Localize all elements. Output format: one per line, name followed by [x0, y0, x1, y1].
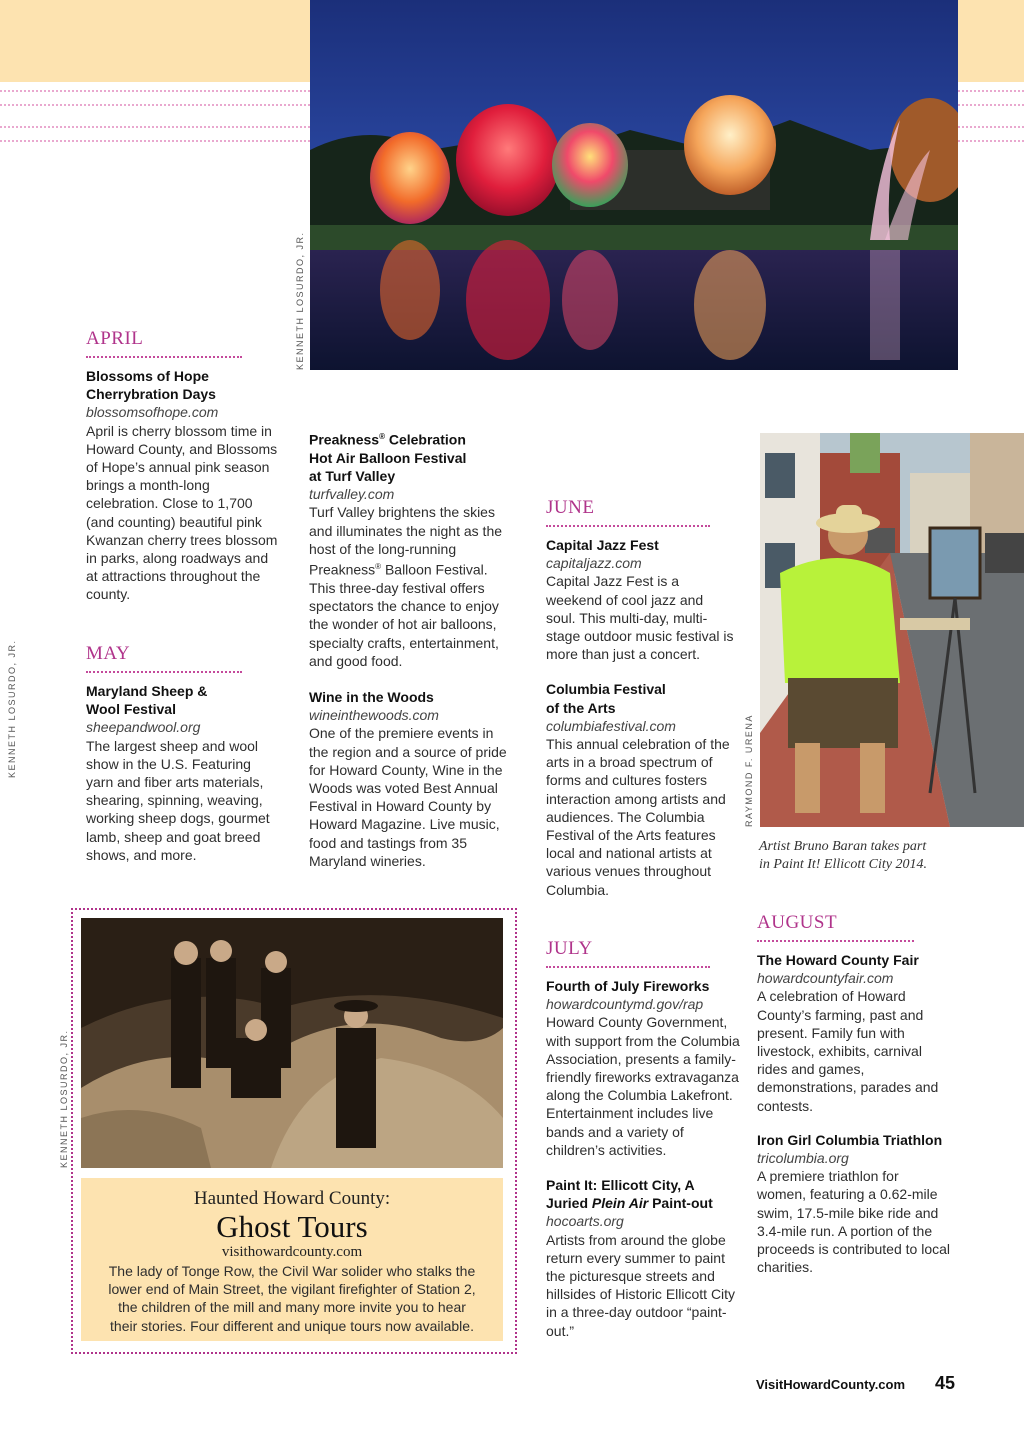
- month-heading-may: MAY: [86, 643, 242, 673]
- event-description: A celebration of Howard County’s farming, past and present. Family fun with livestock, exhibits, carnival rides and games, demonstrations, parades and contests.: [757, 988, 939, 1114]
- dotted-rule: [0, 126, 310, 128]
- event-description: A premiere triathlon for women, featuring a 0.62-mile swim, 17.5-mile bike ride and 3.4-mile run. A portion of the proceeds is contributed to local charities.: [757, 1168, 950, 1276]
- dotted-rule: [0, 140, 310, 142]
- event-url[interactable]: wineinthewoods.com: [309, 707, 439, 724]
- event-title: Paint It: Ellicott City, A Juried Plein Air Paint-out: [546, 1177, 713, 1212]
- artist-painting-photo: [760, 433, 1024, 827]
- ghost-tours-description: The lady of Tonge Row, the Civil War solider who stalks the lower end of Main Street, the vigilant firefighter of Station 2, the children of the mill and many more invite you to hear their stories. Four different and unique tours now available.: [108, 1263, 476, 1334]
- event-url[interactable]: hocoarts.org: [546, 1213, 624, 1230]
- header-band-right: [958, 0, 1024, 82]
- dotted-rule: [958, 90, 1024, 92]
- ghost-tours-info: [81, 1178, 503, 1341]
- event-fourth-of-july-fireworks: [546, 977, 746, 1159]
- event-url[interactable]: tricolumbia.org: [757, 1150, 849, 1167]
- event-description: One of the premiere events in the region and a source of pride for Howard County, Wine in the Woods was voted Best Annual Festival in Howard County by Howard Magazine. Live music, food and tastings from 35 Maryland wineries.: [309, 725, 507, 869]
- event-title: Blossoms of Hope Cherrybration Days: [86, 368, 216, 403]
- event-columbia-festival-arts: [546, 680, 736, 898]
- august-column: [757, 951, 951, 1276]
- event-title: Fourth of July Fireworks: [546, 978, 710, 994]
- event-title: Preakness® Celebration Hot Air Balloon Festival at Turf Valley: [309, 431, 467, 485]
- event-title: Wine in the Woods: [309, 688, 434, 705]
- balloon-festival-photo: [310, 0, 958, 370]
- event-url[interactable]: blossomsofhope.com: [86, 404, 219, 421]
- photo-caption: Artist Bruno Baran takes part in Paint It! Ellicott City 2014.: [759, 839, 927, 872]
- june-column: [546, 536, 736, 899]
- event-blossoms-of-hope: [86, 367, 282, 604]
- ghost-tours-title: Ghost Tours: [216, 1209, 368, 1244]
- photo-credit: KENNETH LOSURDO, JR.: [295, 231, 305, 370]
- dotted-rule: [958, 126, 1024, 128]
- event-sheep-wool-festival: [86, 682, 282, 864]
- event-url[interactable]: howardcountyfair.com: [757, 970, 894, 987]
- ghost-tours-heading: Haunted Howard County:: [193, 1188, 391, 1209]
- month-heading-april: APRIL: [86, 328, 242, 358]
- event-description: April is cherry blossom time in Howard County, and Blossoms of Hope’s annual pink season brings a month-long celebration. Close to 1,700 (and counting) beautiful pink Kwanzan cherry trees blossom in parks, along roadways and at attractions throughout the county.: [86, 422, 278, 603]
- ghost-tours-photo: [81, 918, 503, 1168]
- dotted-rule: [958, 104, 1024, 106]
- photo-credit: RAYMOND F. URENA: [744, 714, 754, 827]
- event-wine-in-the-woods: [309, 688, 507, 870]
- month-heading-june: JUNE: [546, 497, 710, 527]
- event-description: Turf Valley brightens the skies and illuminates the night as the host of the long-running Preakness® Balloon Festival. This three-day festival offers spectators the chance to enjoy the wonder of hot air balloons, specialty crafts, entertainment, and good food.: [309, 504, 503, 669]
- event-preakness-balloon-festival: [309, 428, 507, 670]
- page-number: 45: [935, 1373, 956, 1393]
- july-column: [546, 977, 746, 1340]
- may-column-2: [309, 428, 507, 870]
- event-description: Capital Jazz Fest is a weekend of cool jazz and soul. This multi-day, multi-stage outdoor music festival is more than just a concert.: [546, 573, 734, 663]
- event-title: Maryland Sheep & Wool Festival: [86, 683, 208, 718]
- ghost-tours-url[interactable]: visithowardcounty.com: [221, 1244, 363, 1260]
- photo-credit: KENNETH LOSURDO, JR.: [7, 639, 17, 778]
- event-paint-it-ellicott-city: [546, 1176, 746, 1340]
- april-column: [86, 367, 282, 604]
- header-band-left: [0, 0, 310, 82]
- event-url[interactable]: columbiafestival.com: [546, 717, 676, 734]
- event-url[interactable]: howardcountymd.gov/rap: [546, 996, 704, 1013]
- month-heading-july: JULY: [546, 938, 710, 968]
- dotted-rule: [0, 104, 310, 106]
- event-title: Capital Jazz Fest: [546, 537, 659, 553]
- event-url[interactable]: turfvalley.com: [309, 486, 395, 503]
- event-description: The largest sheep and wool show in the U.S. Featuring yarn and fiber arts materials, shearing, spinning, weaving, working sheep dogs, gourmet lamb, sheep and goat breed shows, and more.: [86, 737, 270, 863]
- dotted-rule: [958, 140, 1024, 142]
- photo-credit: KENNETH LOSURDO, JR.: [59, 1029, 69, 1168]
- month-heading-august: AUGUST: [757, 912, 914, 942]
- event-title: Iron Girl Columbia Triathlon: [757, 1131, 943, 1148]
- event-url[interactable]: capitaljazz.com: [546, 555, 642, 572]
- may-column: [86, 682, 282, 864]
- event-title: The Howard County Fair: [757, 952, 919, 968]
- event-description: This annual celebration of the arts in a broad spectrum of forms and cultures fosters interaction among artists and audiences. The Columbia Festival of the Arts features local and national artists at various venues throughout Columbia.: [546, 736, 730, 898]
- footer-website[interactable]: VisitHowardCounty.com: [756, 1377, 906, 1392]
- event-title: Columbia Festival of the Arts: [546, 681, 666, 716]
- event-capital-jazz-fest: [546, 536, 736, 663]
- event-url[interactable]: sheepandwool.org: [86, 719, 201, 736]
- event-iron-girl-triathlon: [757, 1131, 951, 1277]
- event-description: Howard County Government, with support from the Columbia Association, presents a family-friendly fireworks extravaganza along the Columbia Lakefront. Entertainment includes live bands and a variety of children’s activities.: [546, 1014, 740, 1158]
- dotted-rule: [0, 90, 310, 92]
- event-howard-county-fair: [757, 951, 951, 1115]
- event-description: Artists from around the globe return every summer to paint the picturesque streets and hillsides of Historic Ellicott City in a three-day outdoor “paint-out.”: [546, 1231, 736, 1339]
